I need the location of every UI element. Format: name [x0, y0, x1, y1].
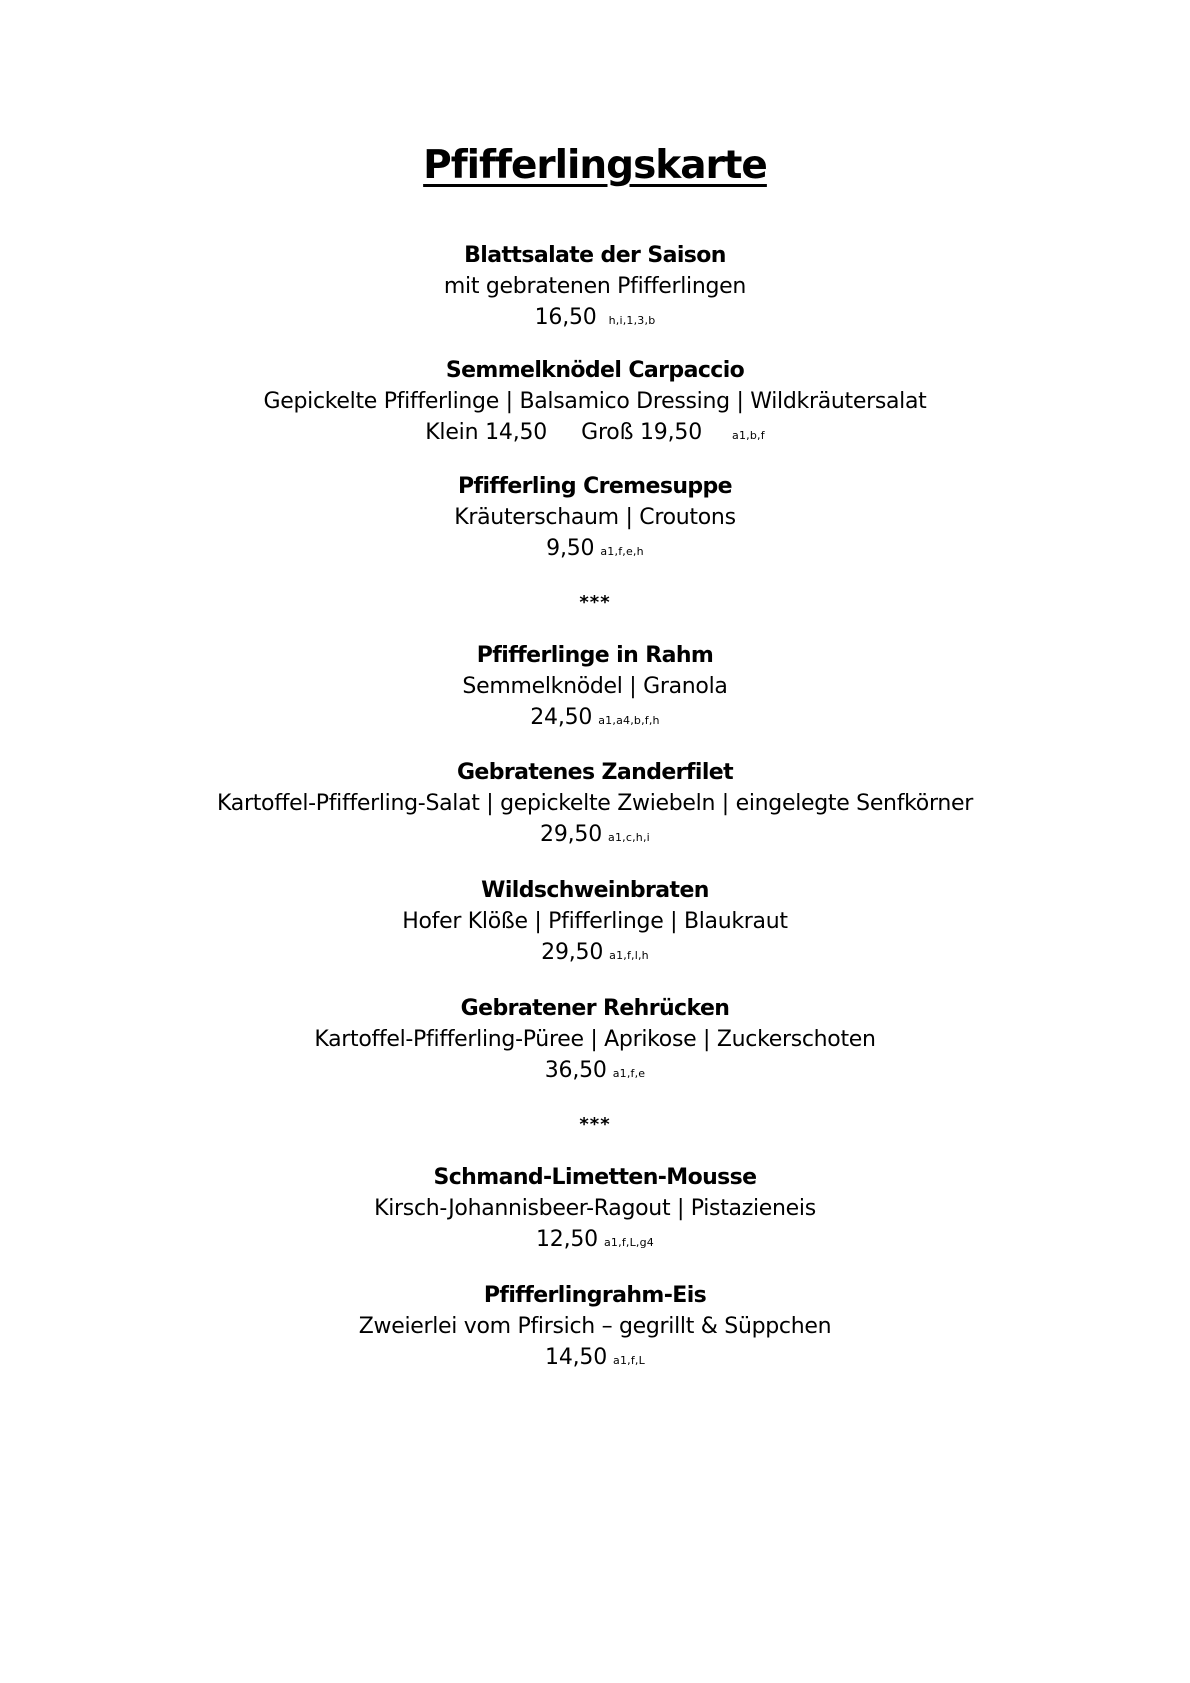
dish-name: Blattsalate der Saison	[464, 243, 726, 268]
dish-description: Kartoffel-Pfifferling-Püree | Aprikose | Zuckerschoten	[314, 1027, 876, 1052]
dish-price-line	[0, 937, 1190, 971]
section-divider: ***	[579, 1114, 611, 1135]
dish-price-line	[0, 702, 1190, 736]
allergen-codes: a1,f,l,h	[609, 949, 649, 962]
menu-item	[0, 875, 1190, 971]
menu-item	[0, 1162, 1190, 1258]
dish-description: Zweierlei vom Pfirsich – gegrillt & Süppchen	[358, 1314, 832, 1339]
dish-name: Pfifferling Cremesuppe	[457, 474, 733, 499]
dish-name: Schmand-Limetten-Mousse	[433, 1165, 757, 1190]
allergen-codes: a1,b,f	[732, 429, 765, 442]
dish-price: 14,50	[545, 1345, 608, 1370]
menu-item	[0, 993, 1190, 1089]
dish-price: 24,50	[530, 705, 593, 730]
menu-item	[0, 240, 1190, 336]
dish-price-line	[0, 417, 1190, 451]
dish-price: 12,50	[536, 1227, 598, 1252]
allergen-codes: a1,f,e,h	[600, 545, 644, 558]
dish-price-line	[0, 1342, 1190, 1376]
dish-price-small: Klein 14,50	[425, 420, 548, 445]
dish-name: Pfifferlingrahm-Eis	[483, 1283, 707, 1308]
dish-description: Kirsch-Johannisbeer-Ragout | Pistazieneis	[374, 1196, 816, 1221]
menu-item	[0, 355, 1190, 451]
dish-description: Hofer Klöße | Pfifferlinge | Blaukraut	[402, 909, 788, 934]
allergen-codes: a1,f,L,g4	[603, 1236, 654, 1249]
allergen-codes: a1,c,h,i	[608, 831, 650, 844]
dish-name: Pfifferlinge in Rahm	[476, 643, 714, 668]
dish-description: mit gebratenen Pfifferlingen	[443, 274, 747, 299]
dish-price-line	[0, 533, 1190, 567]
dish-name: Semmelknödel Carpaccio	[445, 358, 745, 383]
dish-description: Semmelknödel | Granola	[462, 674, 728, 699]
allergen-codes: a1,a4,b,f,h	[598, 714, 660, 727]
dish-price-line	[0, 1055, 1190, 1089]
dish-name: Gebratener Rehrücken	[460, 996, 730, 1021]
dish-name: Wildschweinbraten	[481, 878, 709, 903]
menu-item	[0, 471, 1190, 567]
allergen-codes: a1,f,L	[613, 1354, 645, 1367]
dish-price: 29,50	[540, 822, 603, 847]
section-divider: ***	[579, 592, 611, 613]
page-title: Pfifferlingskarte	[423, 143, 767, 188]
allergen-codes: a1,f,e	[612, 1067, 646, 1080]
menu-item	[0, 757, 1190, 853]
dish-price-line	[0, 1224, 1190, 1258]
allergen-codes: h,i,1,3,b	[608, 314, 656, 327]
dish-description: Gepickelte Pfifferlinge | Balsamico Dressing | Wildkräutersalat	[263, 389, 927, 414]
dish-description: Kräuterschaum | Croutons	[454, 505, 736, 530]
dish-price: 16,50	[534, 305, 597, 330]
dish-description: Kartoffel-Pfifferling-Salat | gepickelte Zwiebeln | eingelegte Senfkörner	[217, 791, 973, 816]
dish-price: 36,50	[544, 1058, 607, 1083]
dish-price: 29,50	[541, 940, 604, 965]
dish-price-line	[0, 819, 1190, 853]
menu-item	[0, 1280, 1190, 1376]
dish-name: Gebratenes Zanderfilet	[456, 760, 734, 785]
dish-price-large: Groß 19,50	[581, 420, 702, 445]
menu-item	[0, 640, 1190, 736]
dish-price-line	[0, 302, 1190, 336]
dish-price: 9,50	[546, 536, 595, 561]
